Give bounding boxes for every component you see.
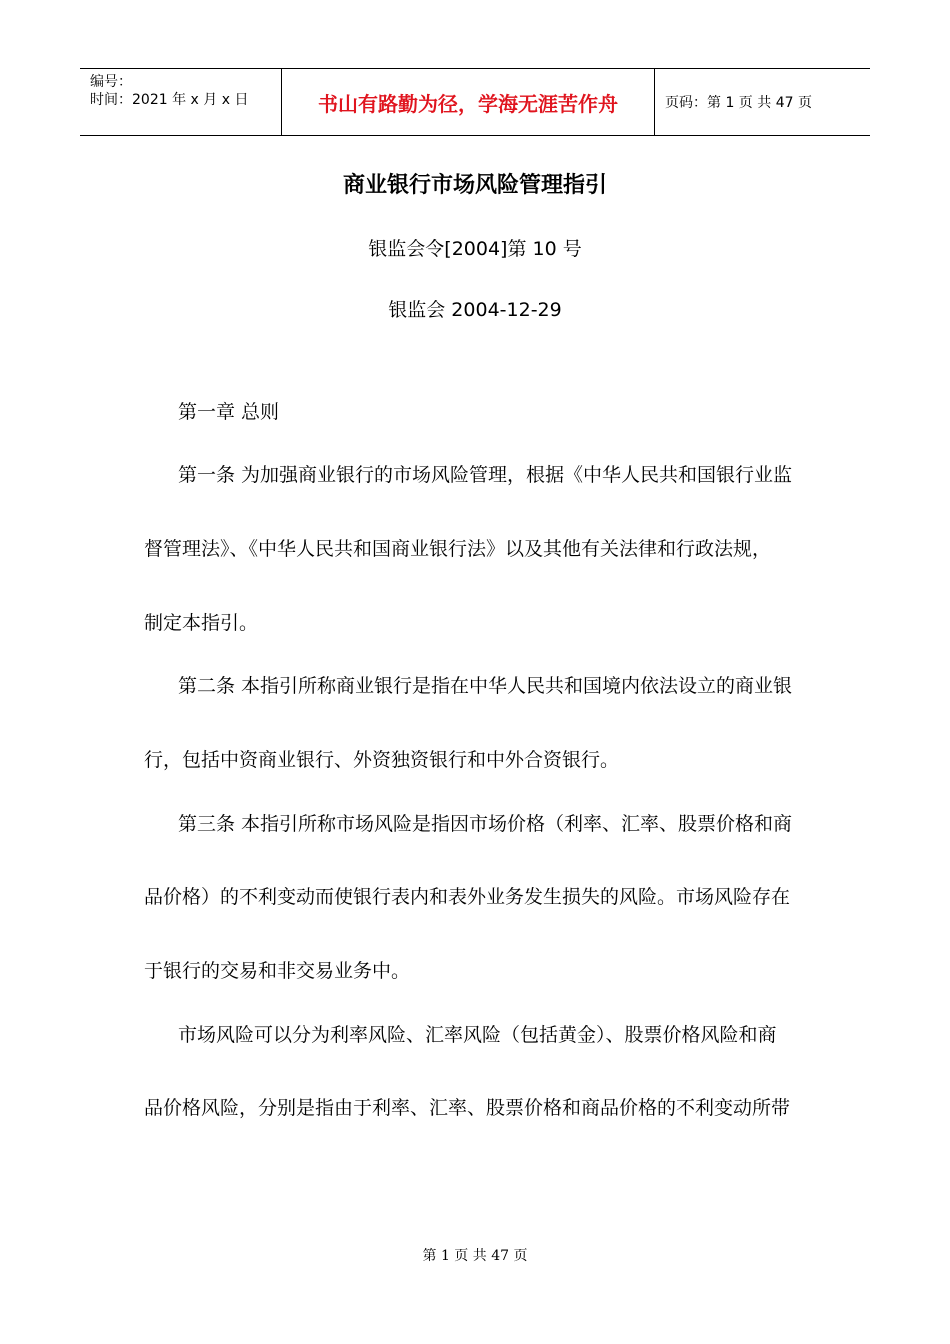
body-line-6: 第三条 本指引所称市场风险是指因市场价格（利率、汇率、股票价格和商 — [178, 813, 793, 835]
body-line-10: 品价格风险，分别是指由于利率、汇率、股票价格和商品价格的不利变动所带 — [144, 1097, 791, 1119]
header-motto: 书山有路勤为径，学海无涯苦作舟 — [318, 92, 618, 116]
document-date-label: 时间：2021 年 x 月 x 日 — [90, 92, 249, 108]
header-right-cell — [655, 69, 870, 135]
body-line-8: 于银行的交易和非交易业务中。 — [144, 960, 411, 982]
body-line-1: 第一条 为加强商业银行的市场风险管理，根据《中华人民共和国银行业监 — [178, 464, 793, 486]
body-line-3: 制定本指引。 — [144, 612, 259, 634]
document-issuer-date: 银监会 2004-12-29 — [388, 299, 562, 321]
document-order-number: 银监会令[2004]第 10 号 — [368, 238, 582, 260]
body-line-2: 督管理法》、《中华人民共和国商业银行法》以及其他有关法律和行政法规， — [144, 538, 772, 560]
document-title: 商业银行市场风险管理指引 — [342, 173, 607, 198]
body-line-9: 市场风险可以分为利率风险、汇率风险（包括黄金）、股票价格风险和商 — [178, 1024, 777, 1046]
body-line-7: 品价格）的不利变动而使银行表内和表外业务发生损失的风险。市场风险存在 — [144, 886, 791, 908]
chapter-heading: 第一章 总则 — [178, 401, 280, 423]
body-line-5: 行，包括中资商业银行、外资独资银行和中外合资银行。 — [144, 749, 620, 771]
page-footer: 第 1 页 共 47 页 — [422, 1248, 528, 1264]
body-line-4: 第二条 本指引所称商业银行是指在中华人民共和国境内依法设立的商业银 — [178, 675, 793, 697]
header-page-info: 页码：第 1 页 共 47 页 — [665, 95, 812, 111]
document-number-label: 编号： — [90, 74, 132, 90]
page-header — [80, 68, 870, 136]
header-left-cell — [80, 69, 282, 135]
header-motto-cell — [282, 69, 655, 135]
